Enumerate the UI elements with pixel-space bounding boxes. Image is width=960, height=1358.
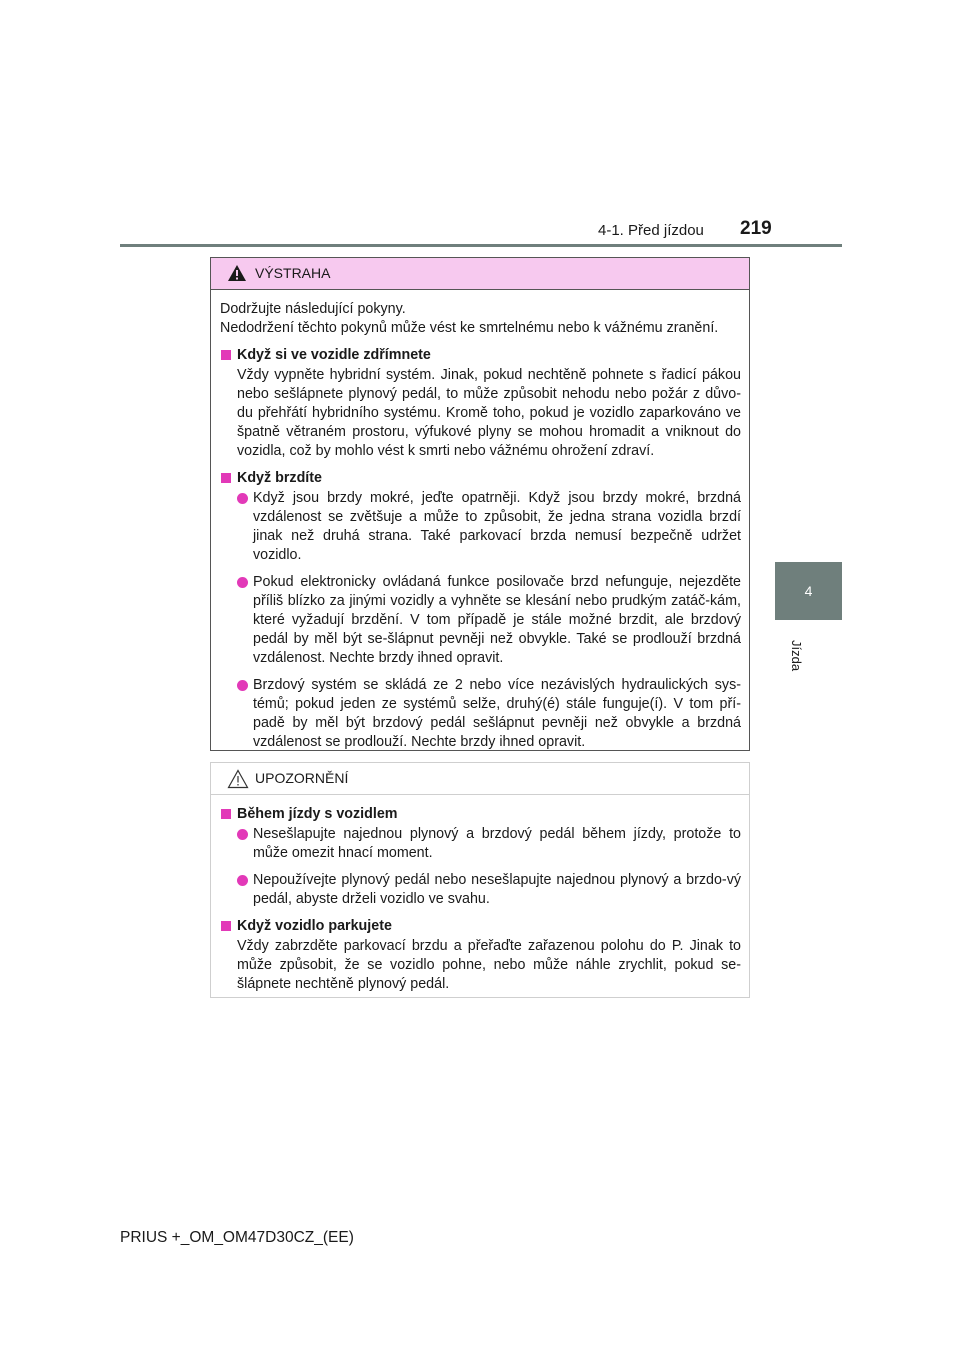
header-rule (120, 244, 842, 247)
warning-box (210, 257, 750, 751)
section-text: Vždy vypněte hybridní systém. Jinak, pokud nechtěně pohnete s řadicí pákou nebo sešlápnete plynový pedál, to může způsobit nehodu nebo požár z důvo-du přehřátí hybridního systému. Kromě toho, pokud je vozidlo zaparkováno ve špatně větraném prostoru, výfukové plyny se mohou hromadit a vniknout do vozidla, což by mohlo vést k smrti nebo vážnému ohrožení zdraví. (237, 367, 741, 459)
section-title: Když si ve vozidle zdřímnete (237, 347, 431, 363)
bullet-dot-icon (237, 680, 248, 691)
caution-header (211, 763, 749, 795)
chapter-label-text: Jízda (789, 640, 804, 672)
bullet-item (237, 573, 741, 668)
bullet-dot-icon (237, 577, 248, 588)
caution-body (211, 795, 749, 994)
chapter-tab[interactable] (775, 562, 842, 620)
section-square-icon (221, 350, 231, 360)
bullet-item (237, 825, 741, 863)
warning-header (211, 258, 749, 290)
section-square-icon (221, 921, 231, 931)
bullet-text: Brzdový systém se skládá ze 2 nebo více nezávislých hydraulických sys-témů; pokud jeden ze systémů selže, druhý(é) stále funguje(í). V tom pří-padě by měl být brzdový pedál sešlápnut pevněji než obvykle a brzdná vzdálenost se prodlouží. Nechte brzdy ihned opravit. (253, 677, 741, 750)
caution-box (210, 762, 750, 998)
warning-section (220, 346, 741, 461)
section-title: 4-1. Před jízdou (598, 222, 704, 239)
caution-section (220, 805, 741, 909)
caution-title: UPOZORNĚNÍ (255, 770, 349, 786)
warning-triangle-icon (227, 264, 247, 282)
section-text: Vždy zabrzděte parkovací brzdu a přeřaďte zařazenou polohu do P. Jinak to může způsobit, že se vozidlo pohne, nebo může náhle zrychlit, pokud se-šlápnete nechtěně plynový pedál. (237, 938, 741, 992)
bullet-text: Pokud elektronicky ovládaná funkce posilovače brzd nefunguje, nejezděte příliš blízko za jinými vozidly a vyhněte se klesání nebo prudkým zatáč-kám, které vyžadují brzdění. V tom případě je stále možné brzdit, ale brzdový pedál by měl být se-šlápnut pevněji než obvykle. Také se prodlouží brzdná vzdálenost. Nechte brzdy ihned opravit. (253, 574, 741, 666)
caution-section (220, 917, 741, 994)
warning-title: VÝSTRAHA (255, 265, 331, 281)
warning-intro-line: Nedodržení těchto pokynů může vést ke smrtelnému nebo k vážnému zranění. (220, 320, 719, 336)
bullet-dot-icon (237, 829, 248, 840)
section-title: Když brzdíte (237, 470, 322, 486)
section-square-icon (221, 473, 231, 483)
caution-triangle-icon (227, 769, 249, 789)
warning-body (211, 290, 749, 752)
warning-intro-line: Dodržujte následující pokyny. (220, 301, 406, 317)
section-title: Když vozidlo parkujete (237, 918, 392, 934)
bullet-item (237, 489, 741, 565)
section-square-icon (221, 809, 231, 819)
page-number: 219 (740, 218, 772, 239)
bullet-text: Nepoužívejte plynový pedál nebo nesešlapujte najednou plynový a brzdo-vý pedál, abyste drželi vozidlo ve svahu. (253, 872, 741, 907)
bullet-text: Nesešlapujte najednou plynový a brzdový pedál během jízdy, protože to může omezit hnací moment. (253, 826, 741, 861)
bullet-item (237, 871, 741, 909)
document-id: PRIUS +_OM_OM47D30CZ_(EE) (120, 1229, 354, 1246)
chapter-label (780, 640, 804, 680)
section-title: Během jízdy s vozidlem (237, 806, 398, 822)
bullet-dot-icon (237, 493, 248, 504)
bullet-item (237, 676, 741, 752)
warning-section (220, 469, 741, 752)
chapter-number: 4 (804, 583, 813, 599)
bullet-text: Když jsou brzdy mokré, jeďte opatrněji. Když jsou brzdy mokré, brzdná vzdálenost se zvětšuje a může to způsobit, že jedna strana vozidla brzdí jinak než druhá strana. Také parkovací brzda nemusí bezpečně udržet vozidlo. (253, 490, 741, 563)
bullet-dot-icon (237, 875, 248, 886)
